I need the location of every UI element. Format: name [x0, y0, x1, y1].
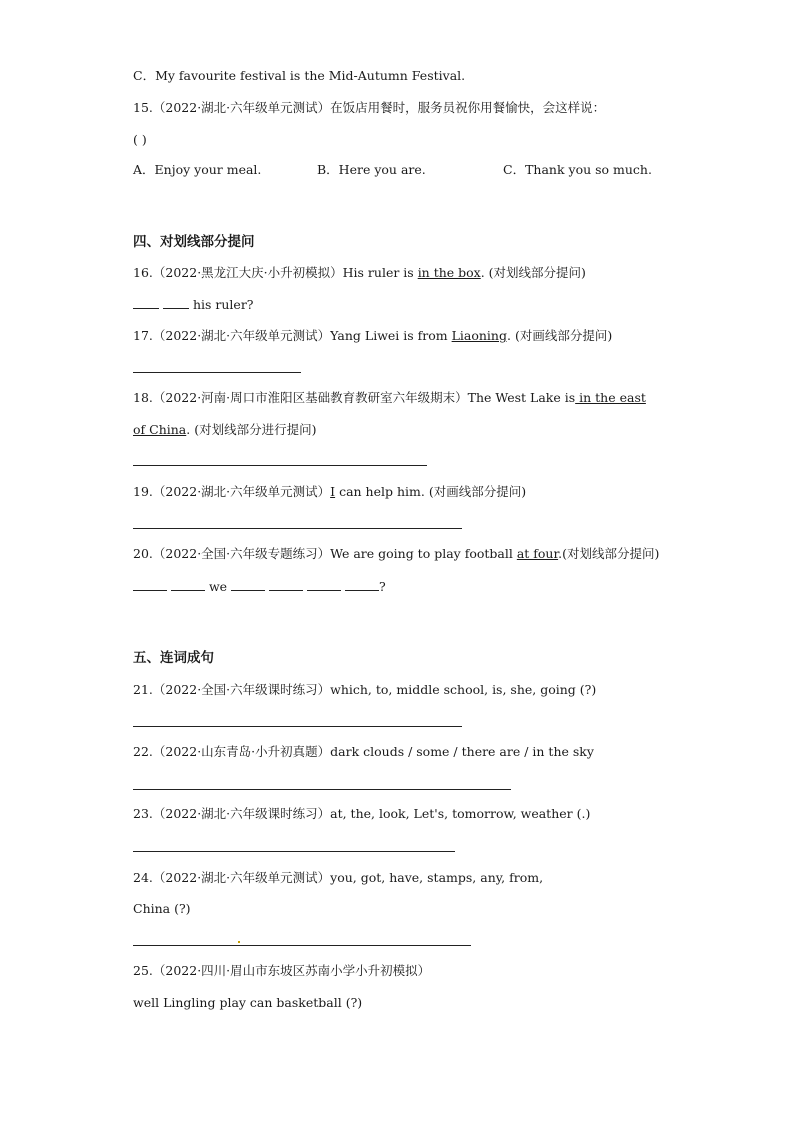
q18-question-line-2: [133, 422, 316, 438]
q16-underlined: in the box: [417, 265, 481, 280]
section-4-title: 四、对划线部分提问: [133, 234, 255, 250]
q19-underlined: I: [330, 484, 336, 499]
q18-underlined-1: in the east: [575, 390, 646, 405]
q21-answer-line[interactable]: [133, 726, 462, 727]
q20-blank-6[interactable]: [345, 578, 379, 591]
q15-option-c: C．Thank you so much.: [503, 162, 652, 177]
q24-question-line-2: China (?): [133, 901, 191, 916]
q15-option-a: A．Enjoy your meal.: [133, 162, 262, 177]
q15-answer-paren: ( ): [133, 132, 147, 147]
q18-underlined-2: of China: [133, 422, 187, 437]
q19-question: [133, 484, 526, 500]
q19-prefix: 19.（2022·湖北·六年级单元测试）: [133, 484, 331, 499]
q20-blank-1[interactable]: [133, 578, 167, 591]
q17-suffix: . (对画线部分提问): [507, 328, 613, 343]
q20-blank-3[interactable]: [231, 578, 265, 591]
q22-question: 22.（2022·山东青岛·小升初真题）dark clouds / some / there are / in the sky: [133, 744, 594, 759]
q20-blank-2[interactable]: [171, 578, 205, 591]
q23-answer-line[interactable]: [133, 851, 455, 852]
q25-question-line-1: 25.（2022·四川·眉山市东坡区苏南小学小升初模拟）: [133, 963, 431, 978]
q18-answer-line[interactable]: [133, 465, 427, 466]
q18-suffix: . (对划线部分进行提问): [186, 422, 317, 437]
q17-prefix: 17.（2022·湖北·六年级单元测试）Yang Liwei is from: [133, 328, 452, 343]
q18-question-line-1: [133, 390, 646, 406]
q22-answer-line[interactable]: [133, 789, 511, 790]
q19-suffix: can help him. (对画线部分提问): [335, 484, 527, 499]
q16-question: [133, 265, 586, 281]
q17-answer-line[interactable]: [133, 372, 301, 373]
q17-question: [133, 328, 612, 344]
q21-question: 21.（2022·全国·六年级课时练习）which, to, middle school, is, she, going (?): [133, 682, 597, 697]
q20-blank-4[interactable]: [269, 578, 303, 591]
q16-suffix: . (对划线部分提问): [480, 265, 586, 280]
q24-question-line-1: 24.（2022·湖北·六年级单元测试）you, got, have, stamps, any, from,: [133, 870, 544, 885]
q14-option-c: C．My favourite festival is the Mid-Autumn Festival.: [133, 68, 466, 83]
q23-question: 23.（2022·湖北·六年级课时练习）at, the, look, Let's, tomorrow, weather (.): [133, 806, 591, 821]
q19-answer-line[interactable]: [133, 528, 462, 529]
q15-option-b: B．Here you are.: [317, 162, 426, 177]
q24-dot-mark: [238, 941, 240, 943]
q25-question-line-2: well Lingling play can basketball (?): [133, 995, 363, 1010]
q18-prefix: 18.（2022·河南·周口市淮阳区基础教育教研室六年级期末）The West Lake is: [133, 390, 576, 405]
q20-answer-end: ?: [379, 579, 386, 594]
q20-suffix: .(对划线部分提问): [558, 546, 660, 561]
q15-stem: 15.（2022·湖北·六年级单元测试）在饭店用餐时，服务员祝你用餐愉快，会这样说：: [133, 100, 606, 115]
q20-blank-5[interactable]: [307, 578, 341, 591]
q16-answer-tail: his ruler?: [192, 297, 254, 312]
q20-underlined: at four: [516, 546, 559, 561]
q16-prefix: 16.（2022·黑龙江大庆·小升初模拟）His ruler is: [133, 265, 418, 280]
section-5-title: 五、连词成句: [133, 650, 214, 666]
q20-question: [133, 546, 659, 562]
q20-prefix: 20.（2022·全国·六年级专题练习）We are going to play football: [133, 546, 517, 561]
q24-answer-line[interactable]: [133, 945, 471, 946]
q17-underlined: Liaoning: [451, 328, 507, 343]
q16-answer-line: [133, 296, 254, 313]
q20-answer-line: [133, 578, 386, 595]
q20-answer-we: we: [208, 579, 228, 594]
q16-blank-1[interactable]: [133, 296, 159, 309]
q16-blank-2[interactable]: [163, 296, 189, 309]
